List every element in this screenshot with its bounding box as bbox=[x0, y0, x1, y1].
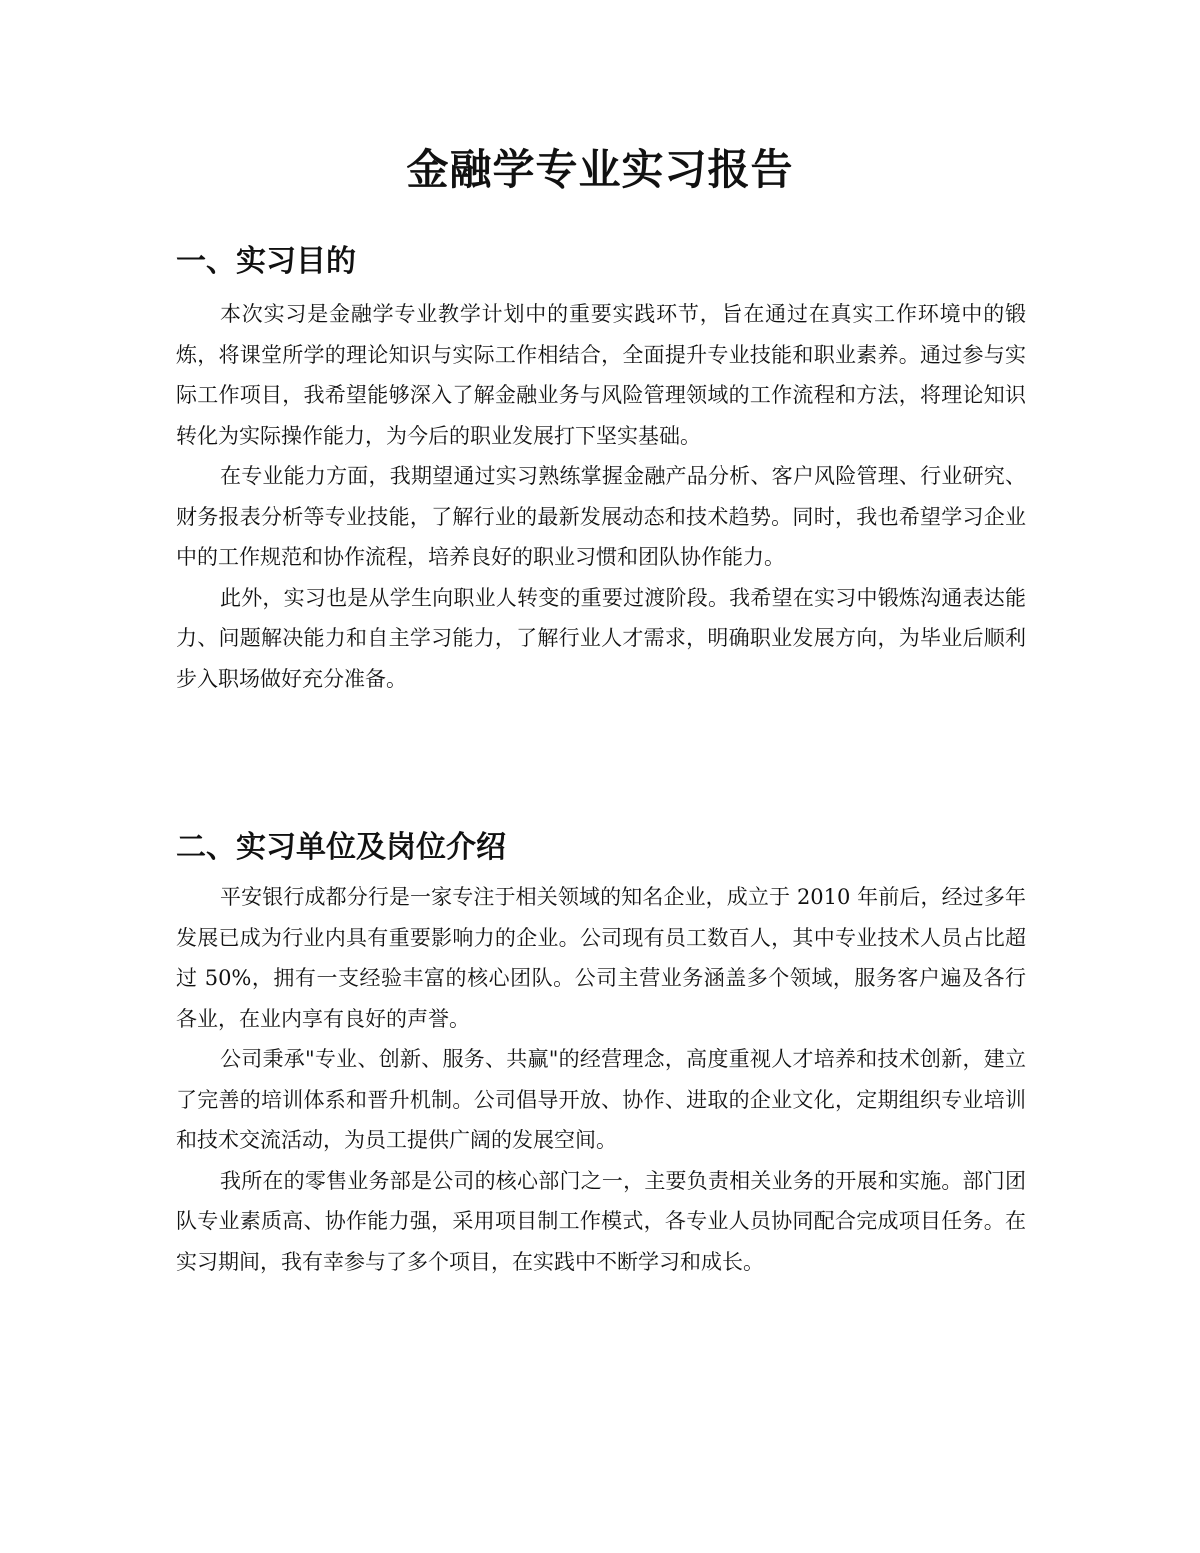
paragraph: 在专业能力方面，我期望通过实习熟练掌握金融产品分析、客户风险管理、行业研究、财务报表分析等专业技能，了解行业的最新发展动态和技术趋势。同时，我也希望学习企业中的工作规范和协作流程，培养良好的职业习惯和团队协作能力。 bbox=[176, 464, 1026, 569]
paragraph: 平安银行成都分行是一家专注于相关领域的知名企业，成立于 2010 年前后，经过多年发展已成为行业内具有重要影响力的企业。公司现有员工数百人，其中专业技术人员占比超过 50%，拥有一支经验丰富的核心团队。公司主营业务涵盖多个领域，服务客户遍及各行各业，在业内享有良好的声誉。 bbox=[176, 885, 1026, 1031]
paragraph: 我所在的零售业务部是公司的核心部门之一，主要负责相关业务的开展和实施。部门团队专业素质高、协作能力强，采用项目制工作模式，各专业人员协同配合完成项目任务。在实习期间，我有幸参与了多个项目，在实践中不断学习和成长。 bbox=[176, 1168, 1026, 1274]
section-body-purpose bbox=[176, 294, 1026, 699]
paragraph: 公司秉承"专业、创新、服务、共赢"的经营理念，高度重视人才培养和技术创新，建立了完善的培训体系和晋升机制。公司倡导开放、协作、进取的企业文化，定期组织专业培训和技术交流活动，为员工提供广阔的发展空间。 bbox=[176, 1047, 1026, 1152]
section-heading-company: 二、实习单位及岗位介绍 bbox=[176, 830, 506, 865]
section-heading-purpose: 一、实习目的 bbox=[176, 244, 356, 279]
document-title: 金融学专业实习报告 bbox=[406, 145, 794, 194]
section-body-company bbox=[176, 877, 1026, 1282]
paragraph: 本次实习是金融学专业教学计划中的重要实践环节，旨在通过在真实工作环境中的锻炼，将课堂所学的理论知识与实际工作相结合，全面提升专业技能和职业素养。通过参与实际工作项目，我希望能够深入了解金融业务与风险管理领域的工作流程和方法，将理论知识转化为实际操作能力，为今后的职业发展打下坚实基础。 bbox=[176, 302, 1026, 448]
paragraph: 此外，实习也是从学生向职业人转变的重要过渡阶段。我希望在实习中锻炼沟通表达能力、问题解决能力和自主学习能力，了解行业人才需求，明确职业发展方向，为毕业后顺利步入职场做好充分准备。 bbox=[176, 585, 1026, 691]
